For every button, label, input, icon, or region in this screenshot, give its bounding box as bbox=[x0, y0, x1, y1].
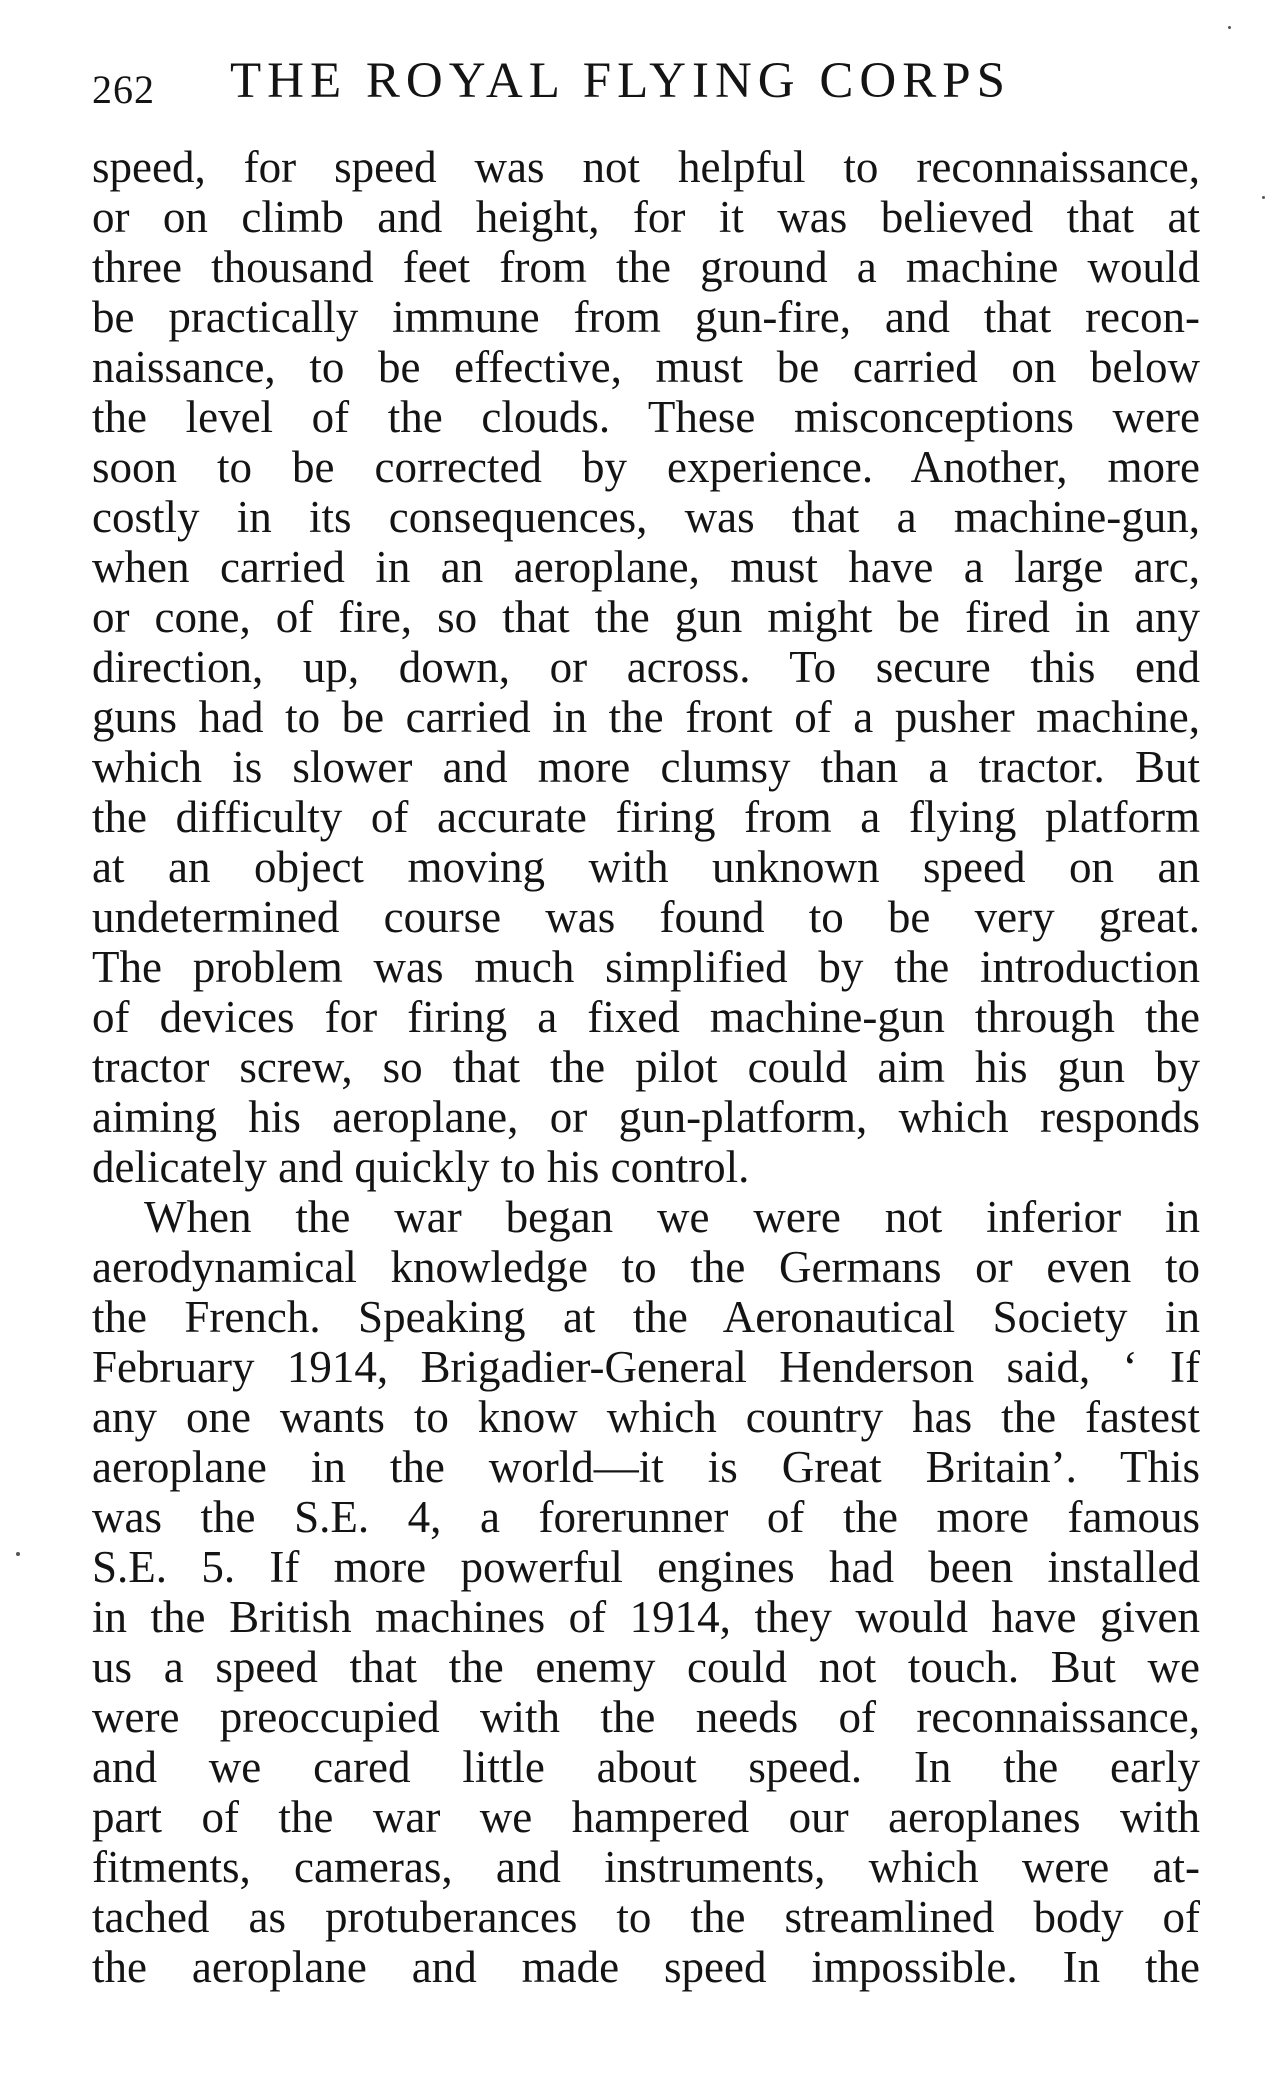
text-line: and we cared little about speed. In the early bbox=[92, 1742, 1200, 1792]
text-line: soon to be corrected by experience. Another, more bbox=[92, 442, 1200, 492]
page-number: 262 bbox=[92, 67, 155, 112]
running-head bbox=[92, 52, 1202, 122]
text-line: of devices for firing a fixed machine-gun through the bbox=[92, 992, 1200, 1042]
text-line: guns had to be carried in the front of a pusher machine, bbox=[92, 692, 1200, 742]
text-line: the aeroplane and made speed impossible. In the bbox=[92, 1942, 1200, 1992]
text-line: delicately and quickly to his control. bbox=[92, 1142, 750, 1192]
text-line: was the S.E. 4, a forerunner of the more famous bbox=[92, 1492, 1200, 1542]
text-line: were preoccupied with the needs of reconnaissance, bbox=[92, 1692, 1200, 1742]
text-line: aerodynamical knowledge to the Germans or even to bbox=[92, 1242, 1200, 1292]
text-line: When the war began we were not inferior in bbox=[144, 1192, 1200, 1242]
scan-speck bbox=[1262, 196, 1265, 199]
text-line: the difficulty of accurate firing from a flying platform bbox=[92, 792, 1200, 842]
text-line: any one wants to know which country has the fastest bbox=[92, 1392, 1200, 1442]
text-line: part of the war we hampered our aeroplanes with bbox=[92, 1792, 1200, 1842]
text-line: when carried in an aeroplane, must have a large arc, bbox=[92, 542, 1200, 592]
text-line: or cone, of fire, so that the gun might be fired in any bbox=[92, 592, 1200, 642]
scan-speck bbox=[16, 1552, 20, 1556]
text-line: which is slower and more clumsy than a tractor. But bbox=[92, 742, 1200, 792]
text-line: the level of the clouds. These misconceptions were bbox=[92, 392, 1200, 442]
text-line: naissance, to be effective, must be carried on below bbox=[92, 342, 1200, 392]
text-line: costly in its consequences, was that a machine-gun, bbox=[92, 492, 1200, 542]
paragraph-1 bbox=[92, 142, 1200, 1192]
text-line: February 1914, Brigadier-General Henderson said, ‘ If bbox=[92, 1342, 1200, 1392]
running-title: THE ROYAL FLYING CORPS bbox=[230, 53, 1011, 109]
paragraph-2 bbox=[92, 1192, 1200, 1992]
text-line: fitments, cameras, and instruments, which were at- bbox=[92, 1842, 1200, 1892]
text-line: direction, up, down, or across. To secure this end bbox=[92, 642, 1200, 692]
text-line: The problem was much simplified by the introduction bbox=[92, 942, 1200, 992]
text-line: us a speed that the enemy could not touch. But we bbox=[92, 1642, 1200, 1692]
text-line: in the British machines of 1914, they would have given bbox=[92, 1592, 1200, 1642]
scan-speck bbox=[1228, 26, 1231, 29]
text-line: or on climb and height, for it was believed that at bbox=[92, 192, 1200, 242]
text-line: the French. Speaking at the Aeronautical Society in bbox=[92, 1292, 1200, 1342]
text-line: aiming his aeroplane, or gun-platform, which responds bbox=[92, 1092, 1200, 1142]
text-line: S.E. 5. If more powerful engines had been installed bbox=[92, 1542, 1200, 1592]
text-line: three thousand feet from the ground a machine would bbox=[92, 242, 1200, 292]
text-line: aeroplane in the world—it is Great Britain’. This bbox=[92, 1442, 1200, 1492]
text-line: be practically immune from gun-fire, and that recon- bbox=[92, 292, 1200, 342]
text-line: speed, for speed was not helpful to reconnaissance, bbox=[92, 142, 1200, 192]
text-line: undetermined course was found to be very great. bbox=[92, 892, 1200, 942]
text-line: tractor screw, so that the pilot could aim his gun by bbox=[92, 1042, 1200, 1092]
text-line: at an object moving with unknown speed on an bbox=[92, 842, 1200, 892]
text-line: tached as protuberances to the streamlined body of bbox=[92, 1892, 1200, 1942]
body-text bbox=[92, 142, 1200, 1992]
